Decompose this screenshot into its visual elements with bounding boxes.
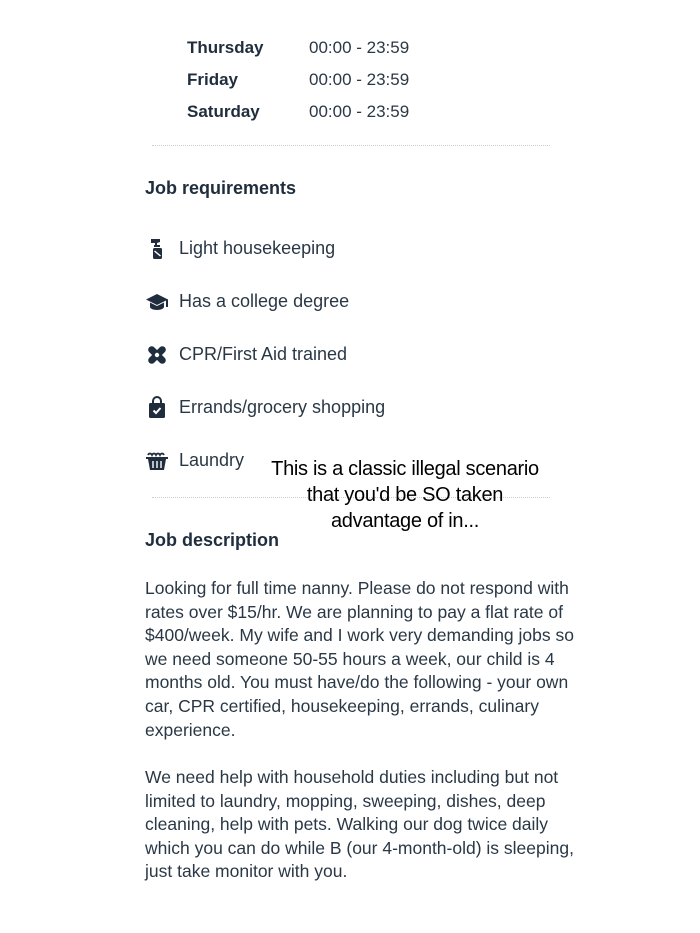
requirement-label: Laundry: [179, 450, 245, 470]
requirement-item: [145, 222, 385, 275]
requirement-label: CPR/First Aid trained: [179, 344, 348, 364]
requirement-item: [145, 328, 385, 381]
job-description-title: Job description: [145, 530, 280, 550]
section-divider: [152, 145, 550, 146]
requirement-label: Errands/grocery shopping: [179, 397, 386, 417]
schedule-table: [187, 32, 409, 128]
schedule-hours: 00:00 - 23:59: [309, 38, 410, 57]
overlay-caption: This is a classic illegal scenario that you'd be SO taken advantage of in...: [271, 458, 539, 532]
bandage-icon: [145, 343, 169, 367]
schedule-day: Saturday: [187, 102, 260, 121]
requirement-item: [145, 275, 385, 328]
requirements-list: [145, 222, 385, 487]
schedule-hours: 00:00 - 23:59: [309, 70, 410, 89]
description-paragraph: We need help with household duties including but not limited to laundry, mopping, sweeping, dishes, deep cleaning, help with pets. Walking our dog twice daily which you can do while B (our 4-month-old) is sleeping, just take monitor with you.: [145, 767, 574, 882]
schedule-day: Thursday: [187, 38, 264, 57]
spray-bottle-icon: [145, 237, 169, 261]
shopping-bag-icon: [145, 396, 169, 420]
graduation-cap-icon: [145, 290, 169, 314]
job-requirements-title: Job requirements: [145, 178, 297, 198]
description-paragraph: Looking for full time nanny. Please do not respond with rates over $15/hr. We are planning to pay a flat rate of $400/week. My wife and I work very demanding jobs so we need someone 50-55 hours a week, our child is 4 months old. You must have/do the following - your own car, CPR certified, housekeeping, errands, culinary experience.: [145, 578, 574, 740]
laundry-basket-icon: [145, 449, 169, 473]
schedule-row-thursday: [187, 32, 409, 64]
schedule-row-friday: [187, 64, 409, 96]
schedule-hours: 00:00 - 23:59: [309, 102, 410, 121]
schedule-row-saturday: [187, 96, 409, 128]
schedule-day: Friday: [187, 70, 239, 89]
requirement-label: Has a college degree: [179, 291, 350, 311]
requirement-label: Light housekeeping: [179, 238, 336, 258]
requirement-item: [145, 381, 385, 434]
